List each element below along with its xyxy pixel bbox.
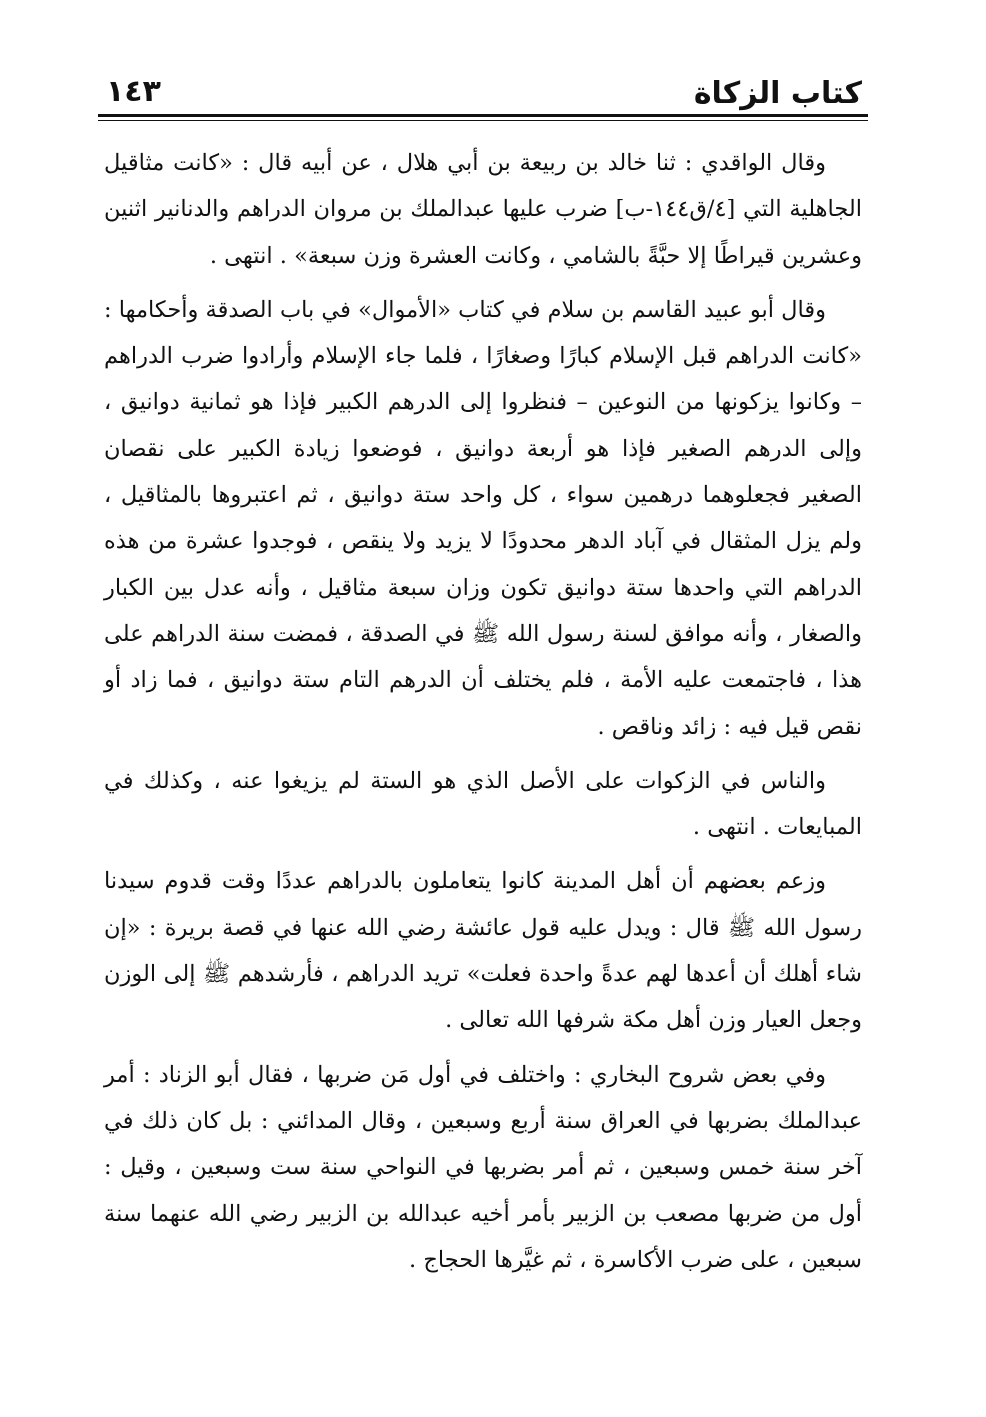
paragraph-waqidi: وقال الواقدي : ثنا خالد بن ربيعة بن أبي هلال ، عن أبيه قال : «كانت مثاقيل الجاهلية التي [٤/ق١٤٤-ب] ضرب عليها عبدالملك بن مروان الدراهم والدنانير اثنين وعشرين قيراطًا إلا حبَّةً بالشامي ، وكانت العشرة وزن سبعة» . انتهى . (104, 150, 862, 269)
chapter-title: كتاب الزكاة (693, 76, 862, 111)
paragraph-abu-ubaid: وقال أبو عبيد القاسم بن سلام في كتاب «الأموال» في باب الصدقة وأحكامها : «كانت الدراهم قبل الإسلام كبارًا وصغارًا ، فلما جاء الإسلام وأرادوا ضرب الدراهم – وكانوا يزكونها من النوعين – فنظروا إلى الدرهم الكبير فإذا هو ثمانية دوانيق ، وإلى الدرهم الصغير فإذا هو أربعة دوانيق ، فوضعوا زيادة الكبير على نقصان الصغير فجعلوهما درهمين سواء ، كل واحد ستة دوانيق ، ثم اعتبروها بالمثاقيل ، ولم يزل المثقال في آباد الدهر محدودًا لا يزيد ولا ينقص ، فوجدوا عشرة من هذه الدراهم التي واحدها ستة دوانيق تكون وزان سبعة مثاقيل ، وأنه عدل بين الكبار والصغار ، وأنه موافق لسنة رسول الله ﷺ في الصدقة ، فمضت سنة الدراهم على هذا ، فاجتمعت عليه الأمة ، فلم يختلف أن الدرهم التام ستة دوانيق ، فما زاد أو نقص قيل فيه : زائد وناقص . (104, 296, 862, 740)
book-page (98, 62, 868, 1362)
page-number: ١٤٣ (106, 74, 161, 109)
page-body (98, 140, 868, 1283)
header-rule-thin (98, 120, 868, 121)
header-rule-thick (98, 114, 868, 117)
paragraph-bukhari-commentary: وفي بعض شروح البخاري : واختلف في أول مَن ضربها ، فقال أبو الزناد : أمر عبدالملك بضربها في العراق سنة أربع وسبعين ، وقال المدائني : بل كان ذلك في آخر سنة خمس وسبعين ، ثم أمر بضربها في النواحي سنة ست وسبعين ، وقيل : أول من ضربها مصعب بن الزبير بأمر أخيه عبدالله بن الزبير رضي الله عنهما سنة سبعين ، على ضرب الأكاسرة ، ثم غيَّرها الحجاج . (104, 1061, 862, 1273)
paragraph-madina-dirhams: وزعم بعضهم أن أهل المدينة كانوا يتعاملون بالدراهم عددًا وقت قدوم سيدنا رسول الله ﷺ قال : ويدل عليه قول عائشة رضي الله عنها في قصة بريرة : «إن شاء أهلك أن أعدها لهم عدةً واحدة فعلت» تريد الدراهم ، فأرشدهم ﷺ إلى الوزن وجعل العيار وزن أهل مكة شرفها الله تعالى . (104, 868, 862, 1034)
page-header (98, 62, 868, 118)
paragraph-zakat-people: والناس في الزكوات على الأصل الذي هو الستة لم يزيغوا عنه ، وكذلك في المبايعات . انتهى . (104, 767, 862, 841)
